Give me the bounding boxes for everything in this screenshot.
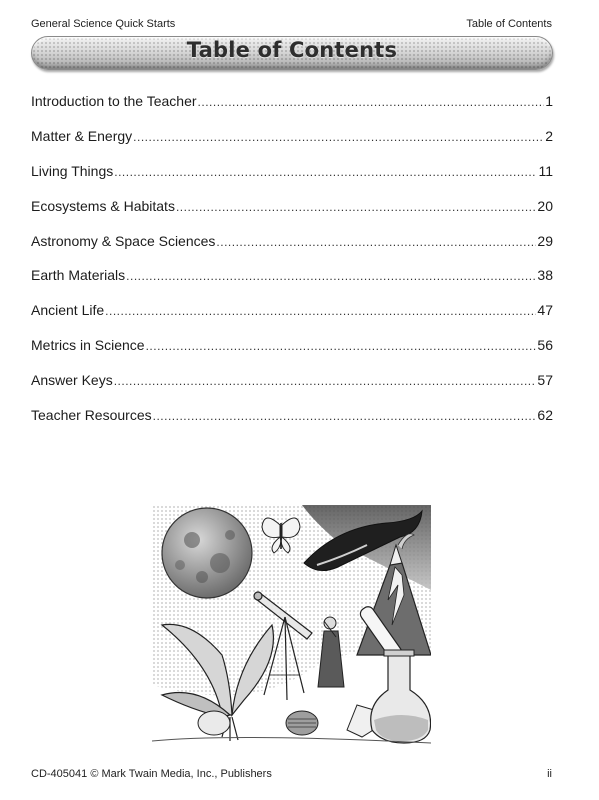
toc-entry-page: 2 — [545, 127, 553, 144]
dot-leader — [216, 235, 536, 249]
toc-entry-page: 38 — [537, 267, 553, 284]
toc-entry-title: Metrics in Science — [31, 337, 145, 354]
toc-entry-page: 47 — [537, 302, 553, 319]
footer-catalog-info: CD-405041 © Mark Twain Media, Inc., Publishers — [31, 768, 272, 780]
moon-icon — [162, 508, 252, 598]
seed-icon — [198, 711, 230, 735]
header-book-title: General Science Quick Starts — [31, 18, 176, 30]
toc-entry[interactable] — [31, 93, 553, 128]
toc-entry[interactable] — [31, 267, 553, 302]
dot-leader — [126, 269, 536, 283]
toc-entry-page: 62 — [537, 407, 553, 424]
page-title: Table of Contents — [186, 38, 398, 62]
toc-entry-title: Matter & Energy — [31, 127, 133, 144]
toc-entry[interactable] — [31, 302, 553, 337]
toc-entry[interactable] — [31, 372, 553, 407]
title-banner — [31, 36, 553, 70]
toc-entry-title: Teacher Resources — [31, 407, 152, 424]
toc-entry-page: 57 — [537, 372, 553, 389]
dot-leader — [146, 339, 537, 353]
toc-entry[interactable] — [31, 198, 553, 233]
toc-entry-title: Living Things — [31, 162, 114, 179]
trilobite-icon — [286, 711, 318, 735]
dot-leader — [114, 374, 537, 388]
toc-entry-title: Ancient Life — [31, 302, 105, 319]
science-collage-illustration — [152, 505, 431, 744]
toc-entry-page: 29 — [537, 232, 553, 249]
toc-entry[interactable] — [31, 407, 553, 442]
toc-entry-title: Introduction to the Teacher — [31, 93, 197, 109]
dot-leader — [176, 200, 536, 214]
toc-entry-title: Ecosystems & Habitats — [31, 197, 175, 214]
toc-entry-page: 11 — [538, 162, 553, 179]
table-of-contents — [31, 93, 553, 442]
running-header — [31, 18, 552, 32]
toc-entry[interactable] — [31, 337, 553, 372]
toc-entry[interactable] — [31, 233, 553, 268]
dot-leader — [133, 130, 544, 144]
header-section-title: Table of Contents — [466, 18, 552, 30]
dot-leader — [198, 95, 545, 109]
toc-entry-page: 56 — [537, 337, 553, 354]
flask-icon — [371, 650, 431, 743]
dot-leader — [153, 409, 537, 423]
toc-entry-title: Astronomy & Space Sciences — [31, 232, 216, 249]
toc-entry-page: 20 — [537, 197, 553, 214]
dot-leader — [114, 165, 537, 179]
toc-entry[interactable] — [31, 128, 553, 163]
toc-entry[interactable] — [31, 163, 553, 198]
toc-entry-page: 1 — [545, 93, 553, 109]
footer-page-number: ii — [547, 768, 552, 780]
toc-entry-title: Earth Materials — [31, 267, 126, 284]
toc-entry-title: Answer Keys — [31, 372, 113, 389]
dot-leader — [105, 304, 536, 318]
